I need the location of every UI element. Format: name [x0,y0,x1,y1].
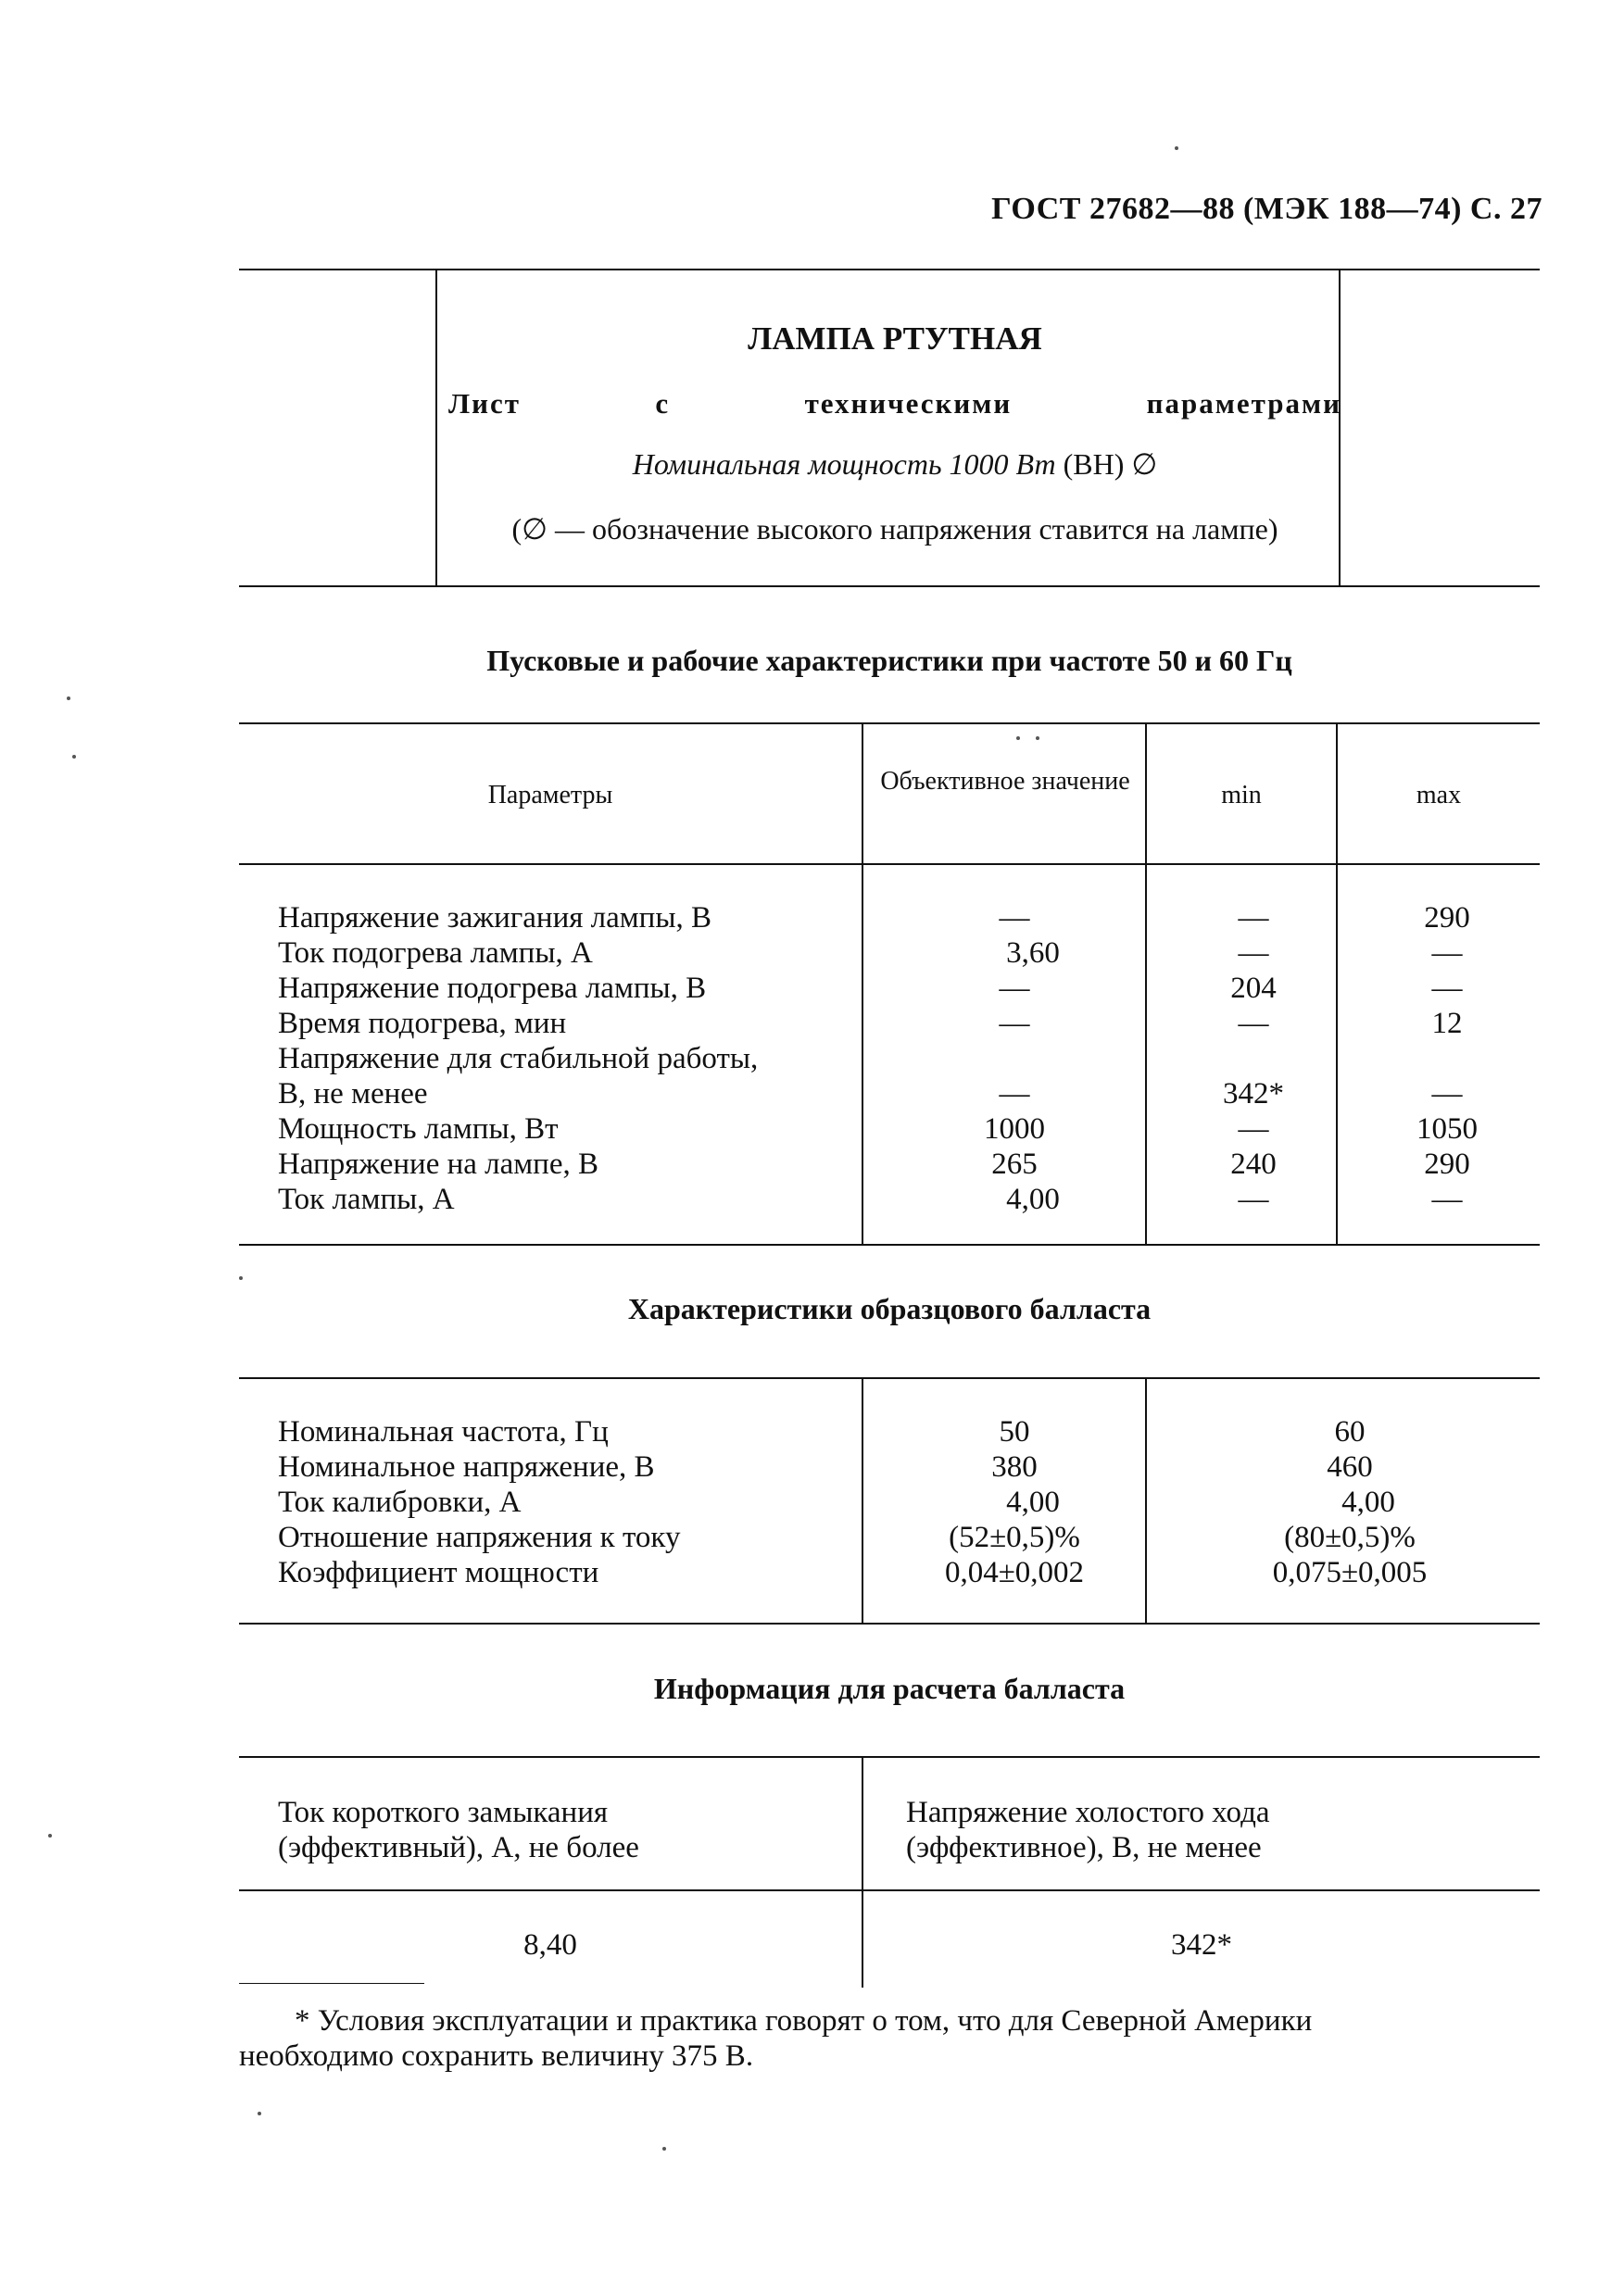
table2-row-4-60: (80±0,5)% [1284,1521,1416,1554]
table1-row-4-max: 12 [1431,1007,1463,1040]
table1-row-7-min: — [1238,1112,1269,1146]
table2-row-3-param: Ток калибровки, А [278,1486,522,1519]
table1-row-3-param: Напряжение подогрева лампы, В [278,972,707,1005]
table1-row-7-obj: 1000 [984,1112,1045,1146]
table1-row-3-max: — [1431,972,1463,1005]
table1-row-6-max: — [1431,1077,1463,1110]
table1-row-2-obj: 3,60 [1006,936,1060,970]
table1-row-2-param: Ток подогрева лампы, А [278,936,593,970]
page-header: ГОСТ 27682—88 (МЭК 188—74) С. 27 [991,192,1542,226]
table1-row-1-min: — [1238,901,1269,935]
table2-row-2-60: 460 [1327,1450,1373,1484]
section-2-title: Характеристики образцового балласта [627,1292,1152,1325]
table1-header-rule [239,863,1540,865]
table2-row-2-param: Номинальное напряжение, В [278,1450,655,1484]
table1-row-3-min: 204 [1230,972,1277,1005]
table1-row-8-obj: 265 [991,1148,1038,1181]
table3-header-rule [239,1889,1540,1891]
table3-top-rule [239,1756,1540,1758]
table2-row-3-60: 4,00 [1341,1486,1395,1519]
scan-speck [258,2112,261,2115]
scan-speck [1175,146,1178,150]
nominal-power-label: Номинальная мощность 1000 Вт [632,447,1056,481]
table1-row-2-max: — [1431,936,1463,970]
title-block-top-rule [239,269,1540,270]
table1-row-9-max: — [1431,1183,1463,1216]
footnote-rule [239,1983,424,1984]
table1-row-5-param: Напряжение для стабильной работы, [278,1042,759,1075]
table2-row-1-param: Номинальная частота, Гц [278,1415,609,1449]
table2-row-1-50: 50 [999,1415,1030,1449]
table2-row-2-50: 380 [991,1450,1038,1484]
table1-row-4-param: Время подогрева, мин [278,1007,567,1040]
table2-row-5-60: 0,075±0,005 [1272,1556,1428,1589]
table3-right-header-line2: (эффективное), В, не менее [906,1831,1262,1864]
footnote-line-2: необходимо сохранить величину 375 В. [239,2039,754,2073]
table1-row-9-obj: 4,00 [1006,1183,1060,1216]
title-block-left-border [435,269,437,587]
table1-header-objective: Объективное значение [880,767,1130,796]
table1-top-rule [239,722,1540,724]
table1-row-2-min: — [1238,936,1269,970]
table1-row-7-max: 1050 [1416,1112,1478,1146]
section-3-title: Информация для расчета балласта [653,1672,1126,1705]
table1-row-9-param: Ток лампы, А [278,1183,455,1216]
table2-row-5-param: Коэффициент мощности [278,1556,599,1589]
table1-row-9-min: — [1238,1183,1269,1216]
table1-header-params: Параметры [487,781,613,809]
high-voltage-note: (∅ — обозначение высокого напряжения ставится на лампе) [511,512,1278,546]
table1-row-8-max: 290 [1424,1148,1470,1181]
table1-bottom-rule [239,1244,1540,1246]
table2-top-rule [239,1377,1540,1379]
table1-row-6-obj: — [999,1077,1030,1110]
table1-row-4-min: — [1238,1007,1269,1040]
table1-header-max: max [1416,781,1462,809]
table3-left-header-line1: Ток короткого замыкания [278,1796,609,1829]
table3-right-header-line1: Напряжение холостого хода [906,1796,1270,1829]
table3-left-value: 8,40 [523,1928,577,1962]
table2-row-4-param: Отношение напряжения к току [278,1521,681,1554]
table2-row-1-60: 60 [1334,1415,1366,1449]
table3-right-value: 342* [1171,1928,1232,1962]
document-subtitle: Лист с техническими параметрами [448,387,1341,420]
scan-speck [1036,736,1039,740]
table1-row-8-min: 240 [1230,1148,1277,1181]
table1-row-4-obj: — [999,1007,1030,1040]
table1-row-1-max: 290 [1424,901,1470,935]
scan-speck [1016,736,1020,740]
footnote-line-1: * Условия эксплуатации и практика говорят о том, что для Северной Америки [295,2004,1313,2038]
table2-row-4-50: (52±0,5)% [949,1521,1080,1554]
table2-row-5-50: 0,04±0,002 [944,1556,1085,1589]
section-1-title: Пусковые и рабочие характеристики при частоте 50 и 60 Гц [486,644,1292,677]
table1-row-8-param: Напряжение на лампе, В [278,1148,598,1181]
table1-row-1-param: Напряжение зажигания лампы, В [278,901,712,935]
scan-speck [48,1834,52,1838]
scan-speck [72,755,76,759]
table2-bottom-rule [239,1623,1540,1625]
table1-row-1-obj: — [999,901,1030,935]
table1-row-6-param: В, не менее [278,1077,428,1110]
nominal-power-suffix: (ВН) ∅ [1063,447,1158,481]
title-block-bottom-rule [239,585,1540,587]
document-title: ЛАМПА РТУТНАЯ [748,320,1042,357]
table1-row-7-param: Мощность лампы, Вт [278,1112,559,1146]
scan-speck [67,696,70,700]
scan-speck [239,1276,243,1280]
table2-row-3-50: 4,00 [1006,1486,1060,1519]
nominal-power-line [441,446,1349,482]
table1-row-3-obj: — [999,972,1030,1005]
scan-speck [662,2147,666,2151]
table1-header-min: min [1221,781,1262,809]
table3-left-header-line2: (эффективный), А, не более [278,1831,639,1864]
table1-row-6-min: 342* [1223,1077,1284,1110]
